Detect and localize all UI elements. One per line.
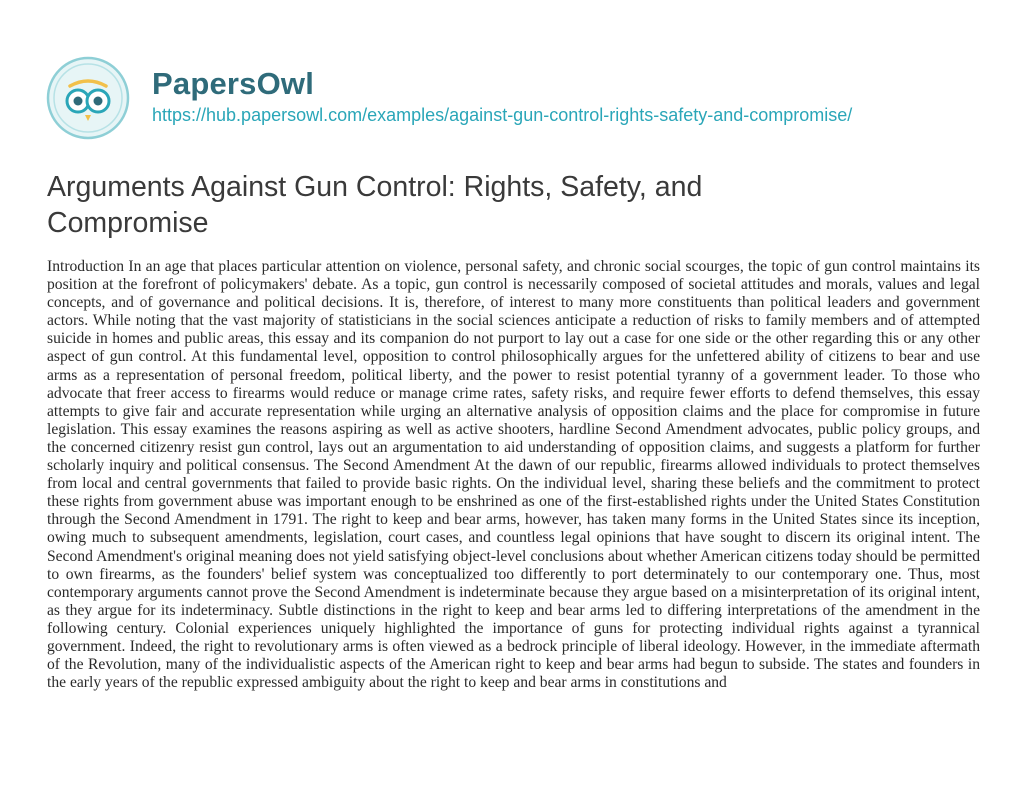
article-body: Introduction In an age that places particular attention on violence, personal safety, and chronic social scourges, the topic of gun control maintains its position at the forefront of policymakers' debate. As a topic, gun control is necessarily composed of societal attitudes and morals, values and legal concepts, and of governance and political decisions. It is, therefore, of interest to many more constituents than political leaders and government actors. While noting that the vast majority of statisticians in the social sciences anticipate a reduction of risks to family members and of attempted suicide in homes and public areas, this essay and its companion do not purport to lay out a case for one side or the other regarding this or any other aspect of gun control. At this fundamental level, opposition to control philosophically argues for the unfettered ability of citizens to bear and use arms as a representation of personal freedom, political liberty, and the power to resist potential tyranny of a government leader. To those who advocate that freer access to firearms would reduce or manage crime rates, safety risks, and require fewer efforts to defend themselves, this essay attempts to give fair and accurate representation while urging an alternative analysis of opposition claims and the place for compromise in future legislation. This essay examines the reasons aspiring as well as active shooters, hardline Second Amendment advocates, public policy groups, and the concerned citizenry resist gun control, lays out an argumentation to aid understanding of opposition claims, and suggests a platform for further scholarly inquiry and political consensus. The Second Amendment At the dawn of our republic, firearms allowed individuals to protect themselves from local and central governments that failed to provide basic rights. On the individual level, sharing these beliefs and the commitment to protect these rights from government abuse was important enough to be enshrined as one of the first-established rights under the United States Constitution through the Second Amendment in 1791. The right to keep and bear arms, however, has taken many forms in the United States since its inception, owing much to subsequent amendments, legislation, court cases, and countless legal opinions that have sought to discern its original intent. The Second Amendment's original meaning does not yield satisfying object-level conclusions about whether American citizens today should be permitted to own firearms, as the founders' belief system was conceptualized too differently to port determinately to our contemporary one. Thus, most contemporary arguments cannot prove the Second Amendment is indeterminate because they argue based on a misinterpretation of its original intent, as they argue for its indeterminacy. Subtle distinctions in the right to keep and bear arms led to differing interpretations of the amendment in the following century. Colonial experiences uniquely highlighted the importance of guns for protecting individual rights against a tyrannical government. Indeed, the right to revolutionary arms is often viewed as a bedrock principle of liberal ideology. However, in the immediate aftermath of the Revolution, many of the individualistic aspects of the American right to keep and bear arms had begun to subside. The states and founders in the early years of the republic expressed ambiguity about the right to keep and bear arms in constitutions and	[47, 258, 980, 692]
site-header	[46, 56, 986, 146]
article-title: Arguments Against Gun Control: Rights, Safety, and Compromise	[47, 171, 703, 239]
owl-eyes-icon[interactable]	[46, 56, 130, 140]
brand-name[interactable]: PapersOwl	[152, 66, 315, 101]
source-url-link[interactable]: https://hub.papersowl.com/examples/against-gun-control-rights-safety-and-compromise/	[152, 105, 853, 125]
